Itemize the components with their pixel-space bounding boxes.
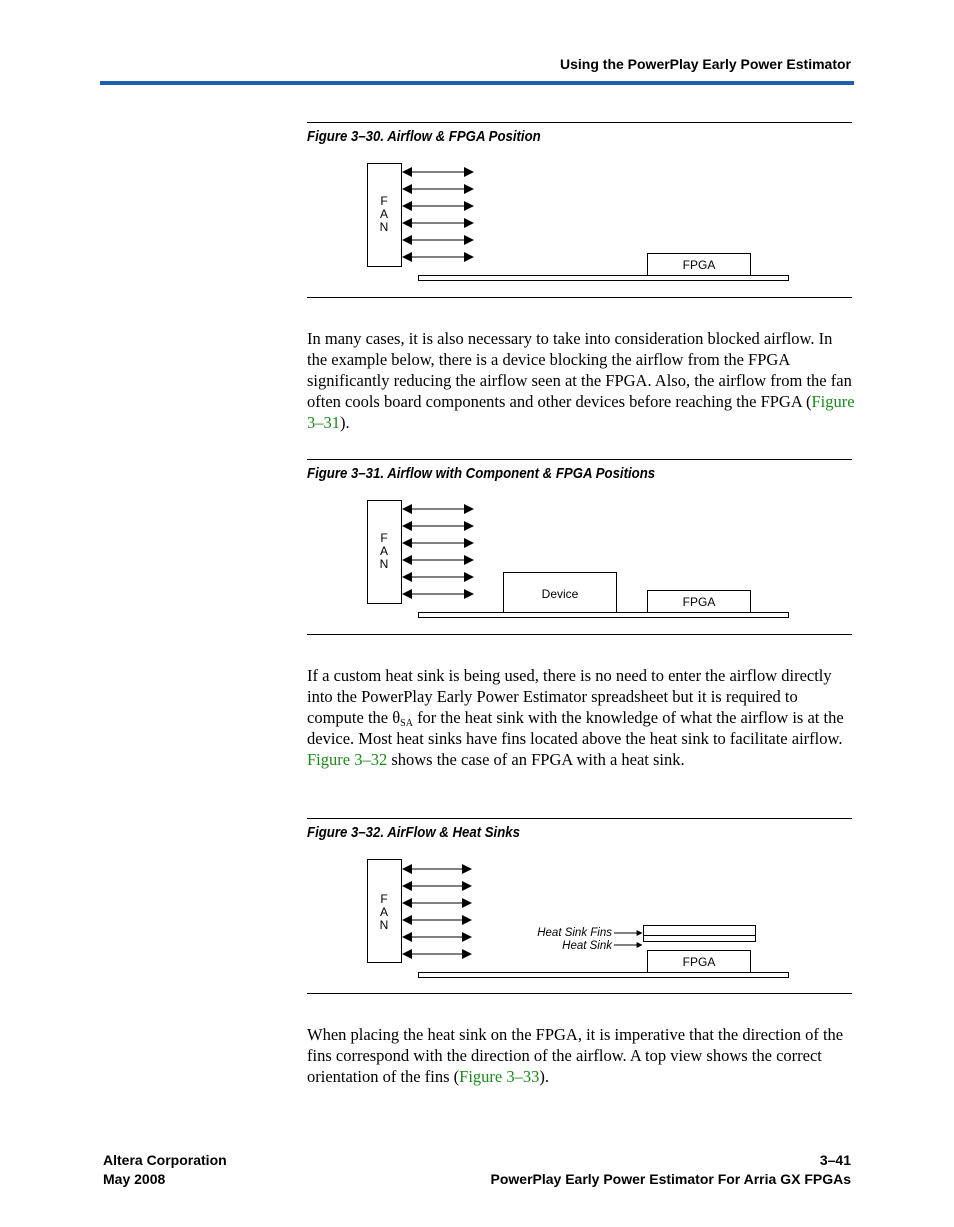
fan-letter: N xyxy=(379,557,389,571)
header-rule xyxy=(100,81,854,85)
footer-date: May 2008 xyxy=(103,1171,166,1187)
fpga-label: FPGA xyxy=(682,595,716,609)
fan-letter: F xyxy=(380,531,388,545)
airflow-component-fpga-diagram xyxy=(0,497,954,627)
fpga-label: FPGA xyxy=(682,258,716,272)
figure-3-33-link[interactable]: Figure 3–33 xyxy=(459,1067,540,1086)
figure-top-rule xyxy=(307,122,852,123)
fan-letter: A xyxy=(379,544,389,558)
figure-3-32-link[interactable]: Figure 3–32 xyxy=(307,750,388,769)
board xyxy=(419,973,789,978)
figure-top-rule xyxy=(307,459,852,460)
fpga-label: FPGA xyxy=(682,955,716,969)
fan-letter: F xyxy=(380,194,388,208)
heat-sink-fins xyxy=(644,926,756,942)
device-label: Device xyxy=(541,587,579,601)
body-paragraph xyxy=(307,1024,855,1087)
page-number: 3–41 xyxy=(819,1152,851,1168)
figure-bottom-rule xyxy=(307,634,852,635)
running-header: Using the PowerPlay Early Power Estimator xyxy=(560,56,851,72)
body-paragraph xyxy=(307,328,855,433)
board xyxy=(419,613,789,618)
fan-letter: N xyxy=(379,220,389,234)
figure-top-rule xyxy=(307,818,852,819)
fan-letter: A xyxy=(379,905,389,919)
footer-company: Altera Corporation xyxy=(103,1152,227,1168)
fan-letter: N xyxy=(379,918,389,932)
figure-caption: Figure 3–31. Airflow with Component & FPGA Positions xyxy=(307,465,656,482)
paragraph-text: ). xyxy=(340,413,350,432)
footer-left xyxy=(103,1151,227,1189)
heat-sink-label: Heat Sink xyxy=(562,940,612,952)
fan-letter: A xyxy=(379,207,389,221)
board xyxy=(419,276,789,281)
figure-bottom-rule xyxy=(307,993,852,994)
figure-bottom-rule xyxy=(307,297,852,298)
paragraph-text: When placing the heat sink on the FPGA, it is imperative that the direction of the fins correspond with the direction of the airflow. A top view shows the correct orientation of the fins ( xyxy=(307,1025,844,1086)
airflow-heat-sink-diagram xyxy=(0,857,954,987)
body-paragraph xyxy=(307,665,855,770)
airflow-arrows xyxy=(403,509,473,594)
figure-caption: Figure 3–32. AirFlow & Heat Sinks xyxy=(307,824,520,841)
paragraph-text: shows the case of an FPGA with a heat sink. xyxy=(387,750,685,769)
fan-letter: F xyxy=(380,892,388,906)
figure-caption: Figure 3–30. Airflow & FPGA Position xyxy=(307,128,541,145)
paragraph-text: for the heat sink with the knowledge of what the airflow is at the device. Most heat sinks have fins located above the heat sink to facilitate airflow. xyxy=(307,708,844,748)
heat-sink-fins-label: Heat Sink Fins xyxy=(537,927,612,939)
figure-3-31-link[interactable]: Figure 3–31 xyxy=(307,392,855,432)
theta-subscript: SA xyxy=(400,718,413,729)
footer-right xyxy=(491,1151,852,1189)
paragraph-text: In many cases, it is also necessary to take into consideration blocked airflow. In the example below, there is a device blocking the airflow from the FPGA significantly reducing the airflow seen at the FPGA. Also, the airflow from the fan often cools board components and other devices before reaching the FPGA ( xyxy=(307,329,852,411)
paragraph-text: ). xyxy=(539,1067,549,1086)
airflow-arrows xyxy=(403,172,473,257)
footer-doc-title: PowerPlay Early Power Estimator For Arria GX FPGAs xyxy=(490,1171,851,1187)
airflow-arrows xyxy=(403,869,471,954)
paragraph-text: If a custom heat sink is being used, there is no need to enter the airflow directly into the PowerPlay Early Power Estimator spreadsheet but it is required to compute the θ xyxy=(307,666,832,727)
airflow-fpga-diagram xyxy=(0,160,954,290)
